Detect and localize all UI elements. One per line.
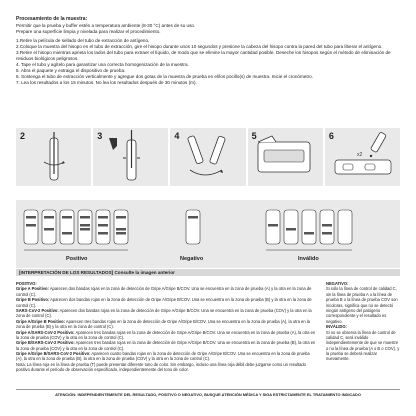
- step-panel-2: [16, 128, 91, 186]
- procedure-intro-1: Permitir que la prueba y buffer estén a temperatura ambiente (8-30 °C) antes de su uso.: [16, 22, 196, 28]
- invalid-cassettes: [266, 210, 352, 250]
- results-illustration: [16, 200, 400, 268]
- step-number: 5: [251, 131, 257, 141]
- text-line: Nota: La línea roja en la línea de prueba (T) puede presentar diferente tono de color. Sin embargo, incluso una línea roja débil debe juzgarse como un resultado positivo durante el período de observación especificado, independientemente del tono de color.: [16, 361, 306, 373]
- text-line: SARS-CoV-2 Positivo: Aparecen dos bandas rojas en la zona de detección de Gripe A/Gripe B/COV. Una se encuentra en la zona de prueba (COV) y la otra en la zona de control (C).: [16, 307, 312, 319]
- invalid-caption: Inválido: [298, 256, 319, 262]
- positive-text-column: [16, 281, 316, 373]
- negative-invalid-text-column: [326, 281, 400, 373]
- procedure-step-7: 7. Lea los resultados a los 15 minutos. No lea los resultados después de 30 minutos (m).: [16, 80, 197, 86]
- text-line: NEGATIVO:: [326, 281, 349, 286]
- text-line: Gripe B/SARS-CoV-2 Positivo: Aparecen tres bandas rojas en la zona de detección de Gripe A/Gripe B/COV. Una se encuentra en la zona de prueba (B), la otra en la zona de prueba (COV) y la otra en la zona de control (C).: [16, 340, 316, 351]
- drop-count: x2: [356, 152, 363, 158]
- step-panel-6: [325, 128, 400, 186]
- step-number: 6: [328, 131, 334, 141]
- procedure-section: [16, 16, 400, 86]
- text-line: Si sólo la línea de control de calidad C, sin la línea de prueba A o la línea de prueba B o la línea de prueba COV son incoloras, significa que no se detectó ningún antígeno del patógeno correspondiente y el resultado es negativo.: [326, 286, 398, 324]
- procedure-title: Procesamiento de la muestra:: [16, 16, 88, 22]
- add-drops-illustration: [325, 128, 400, 186]
- text-line: POSITIVO:: [16, 281, 37, 286]
- swab-rotate-illustration: [16, 128, 91, 186]
- text-line: Gripe A Positivo: Aparecen dos bandas rojas en la zona de detección de Gripe A/Gripe B/COV. Una se encuentra en la zona de prueba (A) y la otra en la zona de control (C).: [16, 286, 312, 297]
- negative-cassette: [186, 210, 200, 244]
- interpretation-section: [16, 269, 400, 373]
- procedure-step-6: 6. Sostenga el tubo de extracción verticalmente y agregue dos gotas de la muestra de prueba en el/los pocillo(s) de muestra. Inicie el cronómetro.: [16, 74, 313, 80]
- step-number: 2: [20, 131, 26, 141]
- interpretation-title: [INTERPRETACIÓN DE LOS RESULTADOS] Consulte la imagen anterior: [16, 269, 400, 276]
- step-illustrations: [16, 128, 400, 186]
- squeeze-tube-illustration: [93, 128, 168, 186]
- text-line: Gripe A/SARS-CoV-2 Positivo: Aparecen tres bandas rojas en la zona de detección de Gripe A/Gripe B/COV. Una se encuentra en la zona de prueba (A), la otra en la zona de prueba (COV) y la otra en la zona de control (C).: [16, 329, 316, 340]
- procedure-intro-2: Prepare una superficie limpia y nivelada para realizar el procedimiento.: [16, 28, 161, 34]
- positive-cassettes: [24, 210, 128, 250]
- step-panel-4: [170, 128, 245, 186]
- positive-caption: Positivo: [66, 256, 88, 262]
- text-line: Si no se observa la línea de control de calidad C, será inválido independientemente de que se muestre o no la línea de prueba (A o B o COV), y la prueba se deberá realizar nuevamente.: [326, 329, 400, 362]
- text-line: Gripe A/Gripe B Positivo: Aparecen tres bandas rojas en la zona de detección de Gripe A/Gripe B/COV. Una se encuentra en la zona de prueba (A), la otra en la zona de prueba (B) y la otra en la zona de control (C).: [16, 318, 310, 330]
- step-number: 4: [174, 131, 180, 141]
- step-panel-5: [248, 128, 323, 186]
- cap-and-shake-illustration: [170, 128, 245, 186]
- procedure-step-5: 5. Abra el paquete y extraiga el dispositivo de prueba.: [16, 68, 126, 74]
- procedure-step-1: 1.Retire la película de sellado del tubo de extracción de antígeno.: [16, 37, 150, 43]
- text-line: Gripe A/Gripe B/SARS-CoV-2 Positivo: Aparecen cuatro bandas rojas en la zona de detección de Gripe A/Gripe B/COV. Una se encuentra en la zona de prueba (A), la otra en la zona de prueba (B), la otra en la zona de prueba (COV) y la otra en la zona de control (C).: [16, 351, 310, 362]
- step-number: 3: [97, 131, 103, 141]
- open-pouch-illustration: [248, 128, 323, 186]
- procedure-step-2: 2.Coloque la muestra del hisopo en el tubo de extracción, gire el hisopo durante unos 10 segundos y presione la cabeza del hisopo contra la pared del tubo para liberar el antígeno.: [16, 43, 383, 49]
- step-panel-3: [93, 128, 168, 186]
- negative-caption: Negativo: [180, 256, 204, 262]
- procedure-step-4: 4. Tape el tubo y agítelo para garantizar una correcta homogenización de la muestra.: [16, 61, 189, 67]
- text-line: Gripe B Positivo: Aparecen dos bandas rojas en la zona de detección de Gripe A/Gripe B/COV. Una se encuentra en la zona de prueba (B) y la otra en la zona de control (C).: [16, 297, 312, 308]
- attention-footer: ATENCIÓN: INDEPENDIENTEMENTE DEL RESULTADO, POSITIVO O NEGATIVO, BUSQUE ATENCIÓN MÉDICA Y SIGA ESTRICTAMENTE EL TRATAMIENTO INDICADO: [16, 389, 400, 397]
- text-line: INVÁLIDO:: [326, 324, 347, 330]
- procedure-step-3: 3.Retire el hisopo mientras aprieta los lados del tubo para extraer el líquido, de modo que se elimine la mayor cantidad posible. Deseche los hisopos según el método de eliminación de residuos biológicos peligrosos.: [16, 49, 391, 61]
